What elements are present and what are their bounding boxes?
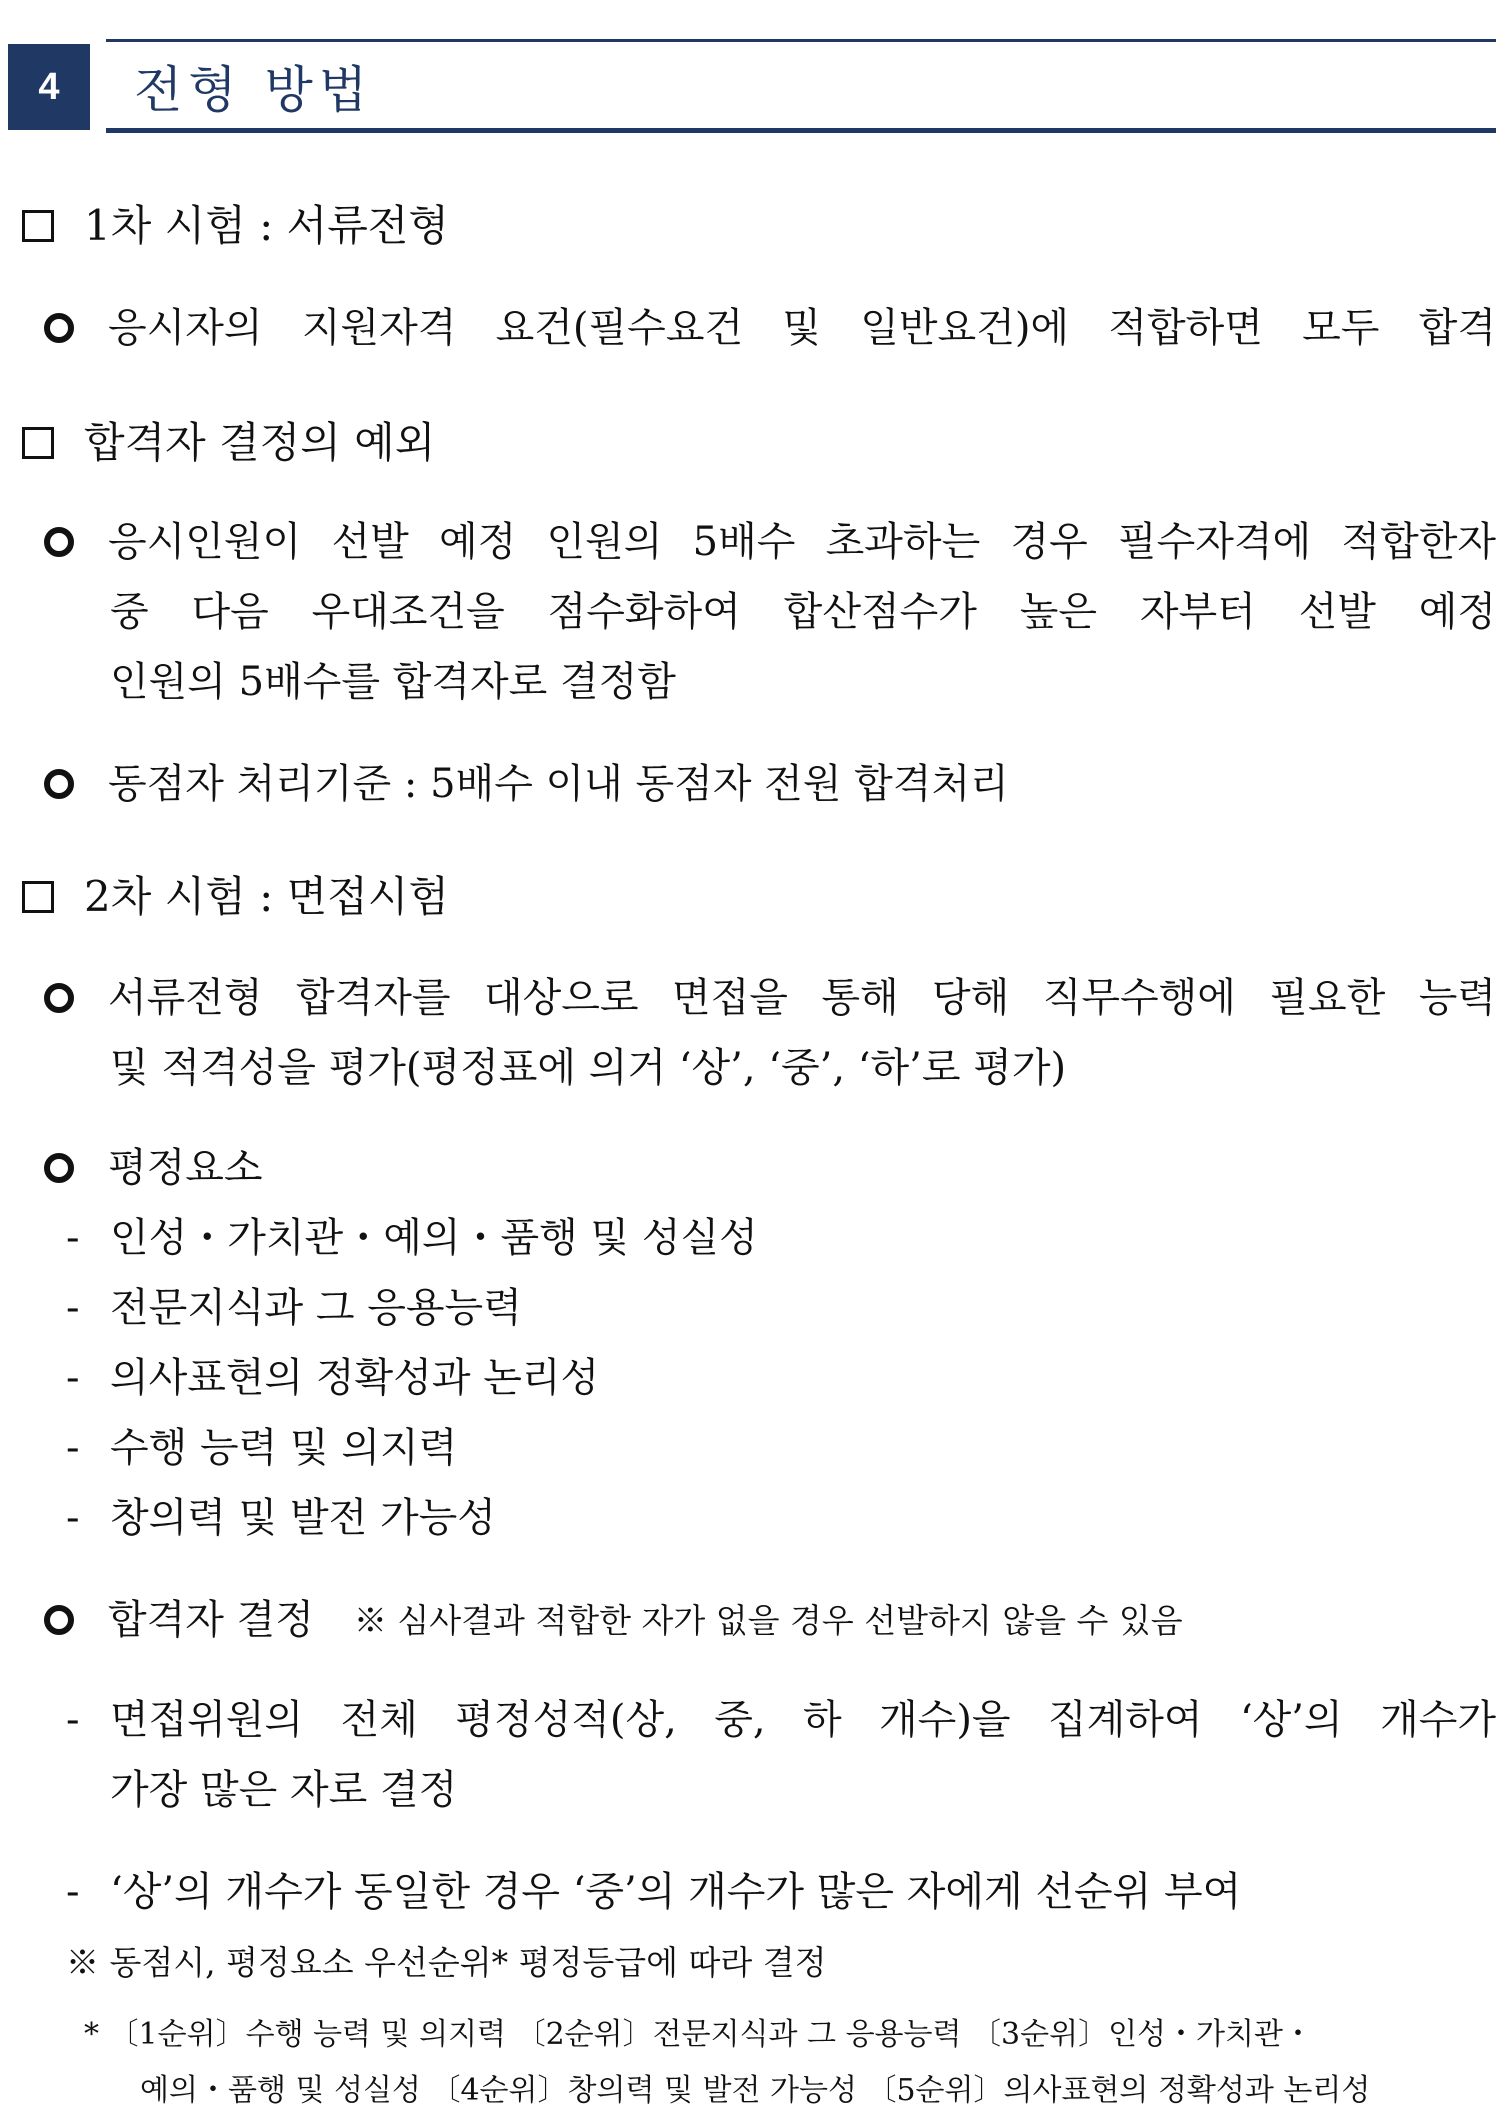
heading-second-exam: [22, 872, 449, 921]
checkbox-square-icon: [22, 427, 54, 459]
list-item-text: 창의력 및 발전 가능성: [110, 1495, 496, 1541]
bullet-note: ※ 심사결과 적합한 자가 없을 경우 선발하지 않을 수 있음: [353, 1600, 1183, 1640]
dash-bullet: -: [66, 1495, 80, 1541]
section-header: [0, 36, 1506, 136]
circle-bullet-icon: [44, 769, 74, 799]
heading-first-exam: [22, 201, 449, 250]
bullet-item: [44, 305, 1496, 351]
bullet-continuation: 중 다음 우대조건을 점수화하여 합산점수가 높은 자부터 선발 예정: [110, 589, 1496, 635]
dash-bullet: -: [66, 1425, 80, 1471]
footnote-line: 예의・품행 및 성실성 〔4순위〕창의력 및 발전 가능성 〔5순위〕의사표현의 정확성과 논리성: [140, 2073, 1371, 2108]
list-item: [66, 1425, 458, 1471]
bullet-text: 서류전형 합격자를 대상으로 면접을 통해 당해 직무수행에 필요한 능력: [108, 975, 1496, 1021]
list-item-text: ‘상’의 개수가 동일한 경우 ‘중’의 개수가 많은 자에게 선순위 부여: [110, 1869, 1242, 1915]
list-item-text: 인성・가치관・예의・품행 및 성실성: [110, 1215, 758, 1261]
tie-note: ※ 동점시, 평정요소 우선순위* 평정등급에 따라 결정: [66, 1943, 827, 1982]
list-item-continuation: 가장 많은 자로 결정: [110, 1767, 458, 1813]
heading-text: 합격자 결정의 예외: [84, 418, 436, 467]
dash-bullet: -: [66, 1215, 80, 1261]
list-item-text: 전문지식과 그 응용능력: [110, 1285, 522, 1331]
bullet-continuation: 및 적격성을 평가(평정표에 의거 ‘상’, ‘중’, ‘하’로 평가): [110, 1045, 1067, 1091]
heading-text: 2차 시험 : 면접시험: [84, 872, 449, 921]
header-rule-top: [106, 39, 1496, 42]
list-item: [66, 1215, 758, 1261]
section-number: 4: [8, 44, 90, 130]
section-title: 전형 방법: [134, 61, 374, 119]
bullet-item: [44, 1597, 1183, 1643]
bullet-text: 합격자 결정: [108, 1597, 314, 1643]
circle-bullet-icon: [44, 983, 74, 1013]
header-rule-bottom: [106, 128, 1496, 133]
dash-bullet: -: [66, 1355, 80, 1401]
circle-bullet-icon: [44, 1153, 74, 1183]
list-item: [66, 1869, 1242, 1915]
footnote-line: * 〔1순위〕수행 능력 및 의지력 〔2순위〕전문지식과 그 응용능력 〔3순위〕인성・가치관・: [84, 2017, 1313, 2052]
bullet-text: 응시인원이 선발 예정 인원의 5배수 초과하는 경우 필수자격에 적합한자: [108, 519, 1496, 565]
bullet-item: [44, 1145, 263, 1191]
list-item: [66, 1285, 522, 1331]
heading-text: 1차 시험 : 서류전형: [84, 201, 449, 250]
list-item-text: 의사표현의 정확성과 논리성: [110, 1355, 600, 1401]
bullet-text: 동점자 처리기준 : 5배수 이내 동점자 전원 합격처리: [108, 761, 1009, 807]
list-item: [66, 1697, 1496, 1743]
bullet-item: [44, 975, 1496, 1021]
heading-exception: [22, 418, 436, 467]
bullet-text: 평정요소: [108, 1145, 263, 1191]
bullet-text: 응시자의 지원자격 요건(필수요건 및 일반요건)에 적합하면 모두 합격: [108, 305, 1496, 351]
dash-bullet: -: [66, 1697, 80, 1743]
list-item-text: 면접위원의 전체 평정성적(상, 중, 하 개수)을 집계하여 ‘상’의 개수가: [110, 1697, 1496, 1743]
dash-bullet: -: [66, 1285, 80, 1331]
dash-bullet: -: [66, 1869, 80, 1915]
circle-bullet-icon: [44, 527, 74, 557]
checkbox-square-icon: [22, 881, 54, 913]
checkbox-square-icon: [22, 210, 54, 242]
bullet-item: [44, 519, 1496, 565]
circle-bullet-icon: [44, 313, 74, 343]
list-item-text: 수행 능력 및 의지력: [110, 1425, 458, 1471]
circle-bullet-icon: [44, 1605, 74, 1635]
list-item: [66, 1495, 496, 1541]
bullet-continuation: 인원의 5배수를 합격자로 결정함: [110, 659, 676, 705]
bullet-item: [44, 761, 1009, 807]
list-item: [66, 1355, 600, 1401]
